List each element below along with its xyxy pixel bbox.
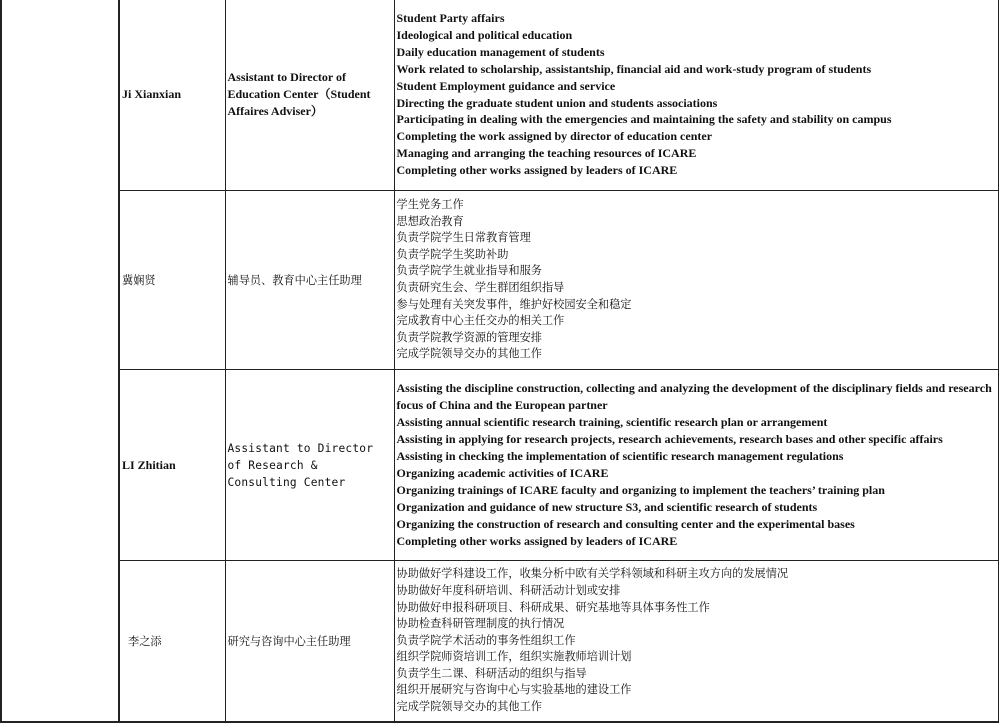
duty-item: Student Employment guidance and service: [396, 78, 616, 93]
duty-item: Participating in dealing with the emergencies and maintaining the safety and stability on campus: [396, 112, 892, 127]
position-title-cell: Assistant to Director of Education Center（Student Affaires Adviser）: [225, 0, 394, 191]
name-cell: LI Zhitian: [119, 370, 225, 561]
table-row: [1, 370, 998, 561]
duty-item: Organizing trainings of ICARE faculty and organizing to implement the teachers’ training plan: [396, 482, 885, 497]
duty-item: 负责学生二课、科研活动的组织与指导: [396, 666, 587, 680]
duty-item: 负责学院学生奖助补助: [396, 247, 509, 261]
duty-item: Assisting the discipline construction, collecting and analyzing the development of the disciplinary fields and research focus of China and the European partner: [396, 381, 992, 413]
duties-cell: [394, 370, 998, 561]
duty-item: Organizing the construction of research and consulting center and the experimental bases: [396, 516, 855, 531]
position-title-cell: 研究与咨询中心主任助理: [225, 561, 394, 723]
name-cell: 李之添: [119, 561, 225, 723]
table-row: [1, 0, 998, 191]
duty-item: 完成教育中心主任交办的相关工作: [396, 314, 565, 328]
duty-item: Work related to scholarship, assistantship, financial aid and work-study program of students: [396, 61, 872, 76]
duty-item: Completing other works assigned by leaders of ICARE: [396, 533, 678, 548]
duty-item: 参与处理有关突发事件，维护好校园安全和稳定: [396, 297, 632, 311]
duty-item: 协助做好申报科研项目、科研成果、研究基地等具体事务性工作: [396, 600, 710, 614]
duty-item: Directing the graduate student union and students associations: [396, 95, 718, 110]
duty-item: 负责学院学术活动的事务性组织工作: [396, 633, 576, 647]
duty-item: 组织开展研究与咨询中心与实验基地的建设工作: [396, 683, 632, 697]
name-cell: 冀娴贤: [119, 191, 225, 370]
duty-item: 学生党务工作: [396, 198, 464, 212]
duty-item: Managing and arranging the teaching resources of ICARE: [396, 146, 697, 161]
duty-item: 负责学院教学资源的管理安排: [396, 330, 542, 344]
position-title-cell: 辅导员、教育中心主任助理: [225, 191, 394, 370]
duty-item: Organizing academic activities of ICARE: [396, 466, 609, 480]
table-row: [1, 561, 998, 723]
duty-item: 负责学院学生日常教育管理: [396, 231, 531, 245]
duty-item: Assisting in checking the implementation of scientific research management regulations: [396, 449, 844, 464]
duty-item: 思想政治教育: [396, 214, 464, 228]
duty-item: 完成学院领导交办的其他工作: [396, 700, 542, 714]
duty-item: 负责研究生会、学生群团组织指导: [396, 281, 565, 294]
duty-item: 负责学院学生就业指导和服务: [396, 264, 542, 278]
duty-item: Organization and guidance of new structure S3, and scientific research of students: [396, 499, 818, 514]
duty-item: Ideological and political education: [396, 27, 573, 42]
blank-left-column-cell: [1, 0, 119, 722]
duty-item: 协助检查科研管理制度的执行情况: [396, 617, 565, 631]
duty-item: Completing other works assigned by leaders of ICARE: [396, 163, 678, 178]
name-cell: Ji Xianxian: [119, 0, 225, 191]
duty-item: 协助做好年度科研培训、科研活动计划或安排: [396, 583, 621, 597]
duty-item: Student Party affairs: [396, 10, 505, 25]
duty-item: 组织学院师资培训工作，组织实施教师培训计划: [396, 650, 632, 664]
duty-item: 完成学院领导交办的其他工作: [396, 347, 542, 361]
duties-cell: [394, 0, 998, 191]
table-row: [1, 191, 998, 370]
duty-item: Assisting in applying for research projects, research achievements, research bases and other specific affairs: [396, 432, 943, 447]
duty-item: 协助做好学科建设工作，收集分析中欧有关学科领域和科研主攻方向的发展情况: [396, 567, 789, 581]
duty-item: Daily education management of students: [396, 44, 605, 59]
position-title-cell: Assistant to Director of Research & Consulting Center: [225, 370, 394, 561]
duties-cell: [394, 561, 998, 723]
duties-cell: [394, 191, 998, 370]
duty-item: Completing the work assigned by director of education center: [396, 129, 713, 144]
duty-item: Assisting annual scientific research training, scientific research plan or arrangement: [396, 415, 828, 430]
